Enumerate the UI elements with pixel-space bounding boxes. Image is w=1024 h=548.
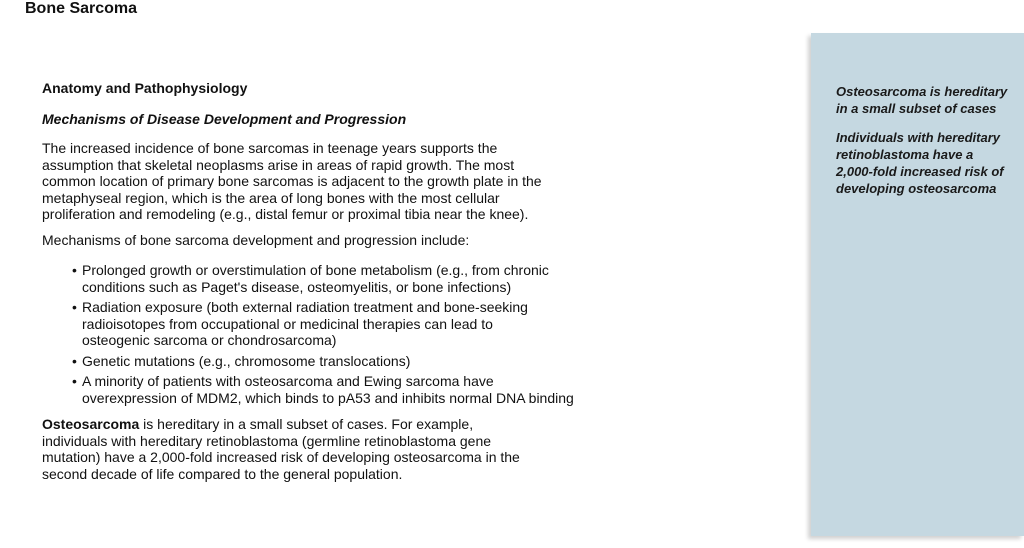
list-item: [72, 299, 602, 349]
list-item: [72, 262, 602, 295]
list-item: [72, 353, 602, 370]
page-title: Bone Sarcoma: [25, 0, 138, 17]
list-item: [72, 373, 602, 406]
sidebar-note-retinoblastoma: Individuals with hereditary retinoblastoma have a 2,000-fold increased risk of developing osteosarcoma: [836, 130, 1004, 196]
osteosarcoma-paragraph: [42, 416, 532, 482]
bullet-icon: •: [72, 352, 77, 369]
bullet-icon: •: [72, 373, 77, 389]
osteosarcoma-paragraph-text: is hereditary in a small subset of cases. For example, individuals with hereditary retinoblastoma (germline retinoblastoma gene mutation) have a 2,000-fold increased risk of developing osteosarcoma in the second decade of life compared to the general population.: [42, 416, 520, 482]
list-item-text: A minority of patients with osteosarcoma and Ewing sarcoma have overexpression of MDM2, which binds to pA53 and inhibits normal DNA binding: [82, 373, 574, 406]
list-item-text: Radiation exposure (both external radiation treatment and bone-seeking radioisotopes from occupational or medicinal therapies can lead to osteogenic sarcoma or chondrosarcoma): [82, 299, 528, 348]
sidebar-note-hereditary: Osteosarcoma is hereditary in a small subset of cases: [836, 84, 1008, 116]
mechanisms-intro-paragraph: Mechanisms of bone sarcoma development and progression include:: [42, 231, 470, 248]
bullet-icon: •: [72, 262, 77, 278]
main-content: [42, 80, 602, 491]
sidebar-callout: [811, 33, 1024, 536]
sidebar-notes: [836, 83, 1011, 209]
bullet-icon: •: [72, 299, 77, 315]
osteosarcoma-term: Osteosarcoma: [42, 416, 140, 432]
mechanisms-list: [72, 262, 602, 406]
intro-paragraph: The increased incidence of bone sarcomas in teenage years supports the assumption that skeletal neoplasms arise in areas of rapid growth. The most common location of primary bone sarcomas is adjacent to the growth plate in the metaphyseal region, which is the area of long bones with the most cellular proliferation and remodeling (e.g., distal femur or proximal tibia near the knee).: [42, 140, 542, 222]
section-heading: Anatomy and Pathophysiology: [42, 80, 248, 96]
list-item-text: Genetic mutations (e.g., chromosome translocations): [82, 352, 411, 369]
list-item-text: Prolonged growth or overstimulation of bone metabolism (e.g., from chronic conditions such as Paget's disease, osteomyelitis, or bone infections): [82, 262, 549, 295]
subsection-heading: Mechanisms of Disease Development and Progression: [42, 110, 407, 127]
